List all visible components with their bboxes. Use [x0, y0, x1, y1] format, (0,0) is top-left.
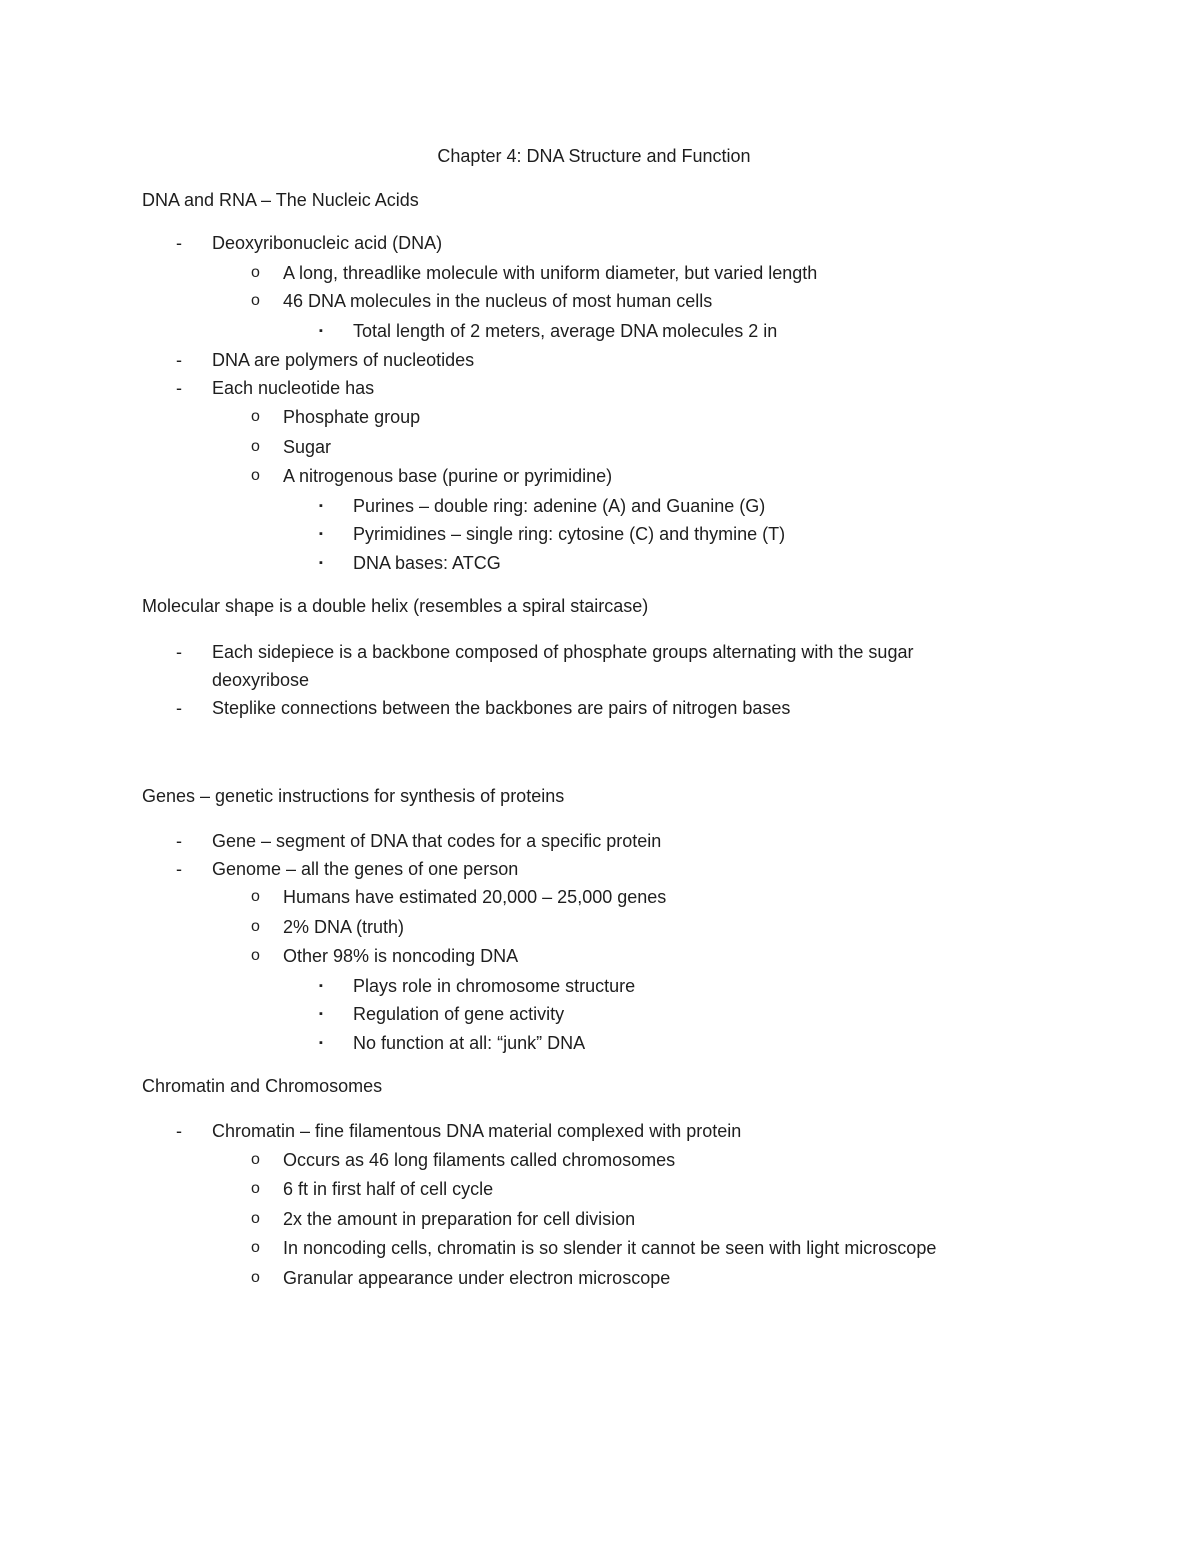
list-item-text: Other 98% is noncoding DNA: [283, 946, 519, 966]
list-item-text: Chromatin – fine filamentous DNA material complexed with protein: [212, 1121, 742, 1141]
list-item-text: DNA are polymers of nucleotides: [212, 350, 475, 370]
list-item-text: Regulation of gene activity: [353, 1004, 565, 1024]
dash-bullet: -: [176, 233, 182, 253]
circle-bullet: o: [251, 1210, 260, 1227]
dash-bullet: -: [176, 831, 182, 851]
dash-bullet: -: [176, 642, 182, 662]
list-item-text: Gene – segment of DNA that codes for a specific protein: [212, 831, 662, 851]
list-item-text: Humans have estimated 20,000 – 25,000 genes: [283, 887, 667, 907]
circle-bullet: o: [251, 467, 260, 484]
circle-bullet: o: [251, 292, 260, 309]
dash-bullet: -: [176, 1121, 182, 1141]
list-item-text: Each nucleotide has: [212, 378, 375, 398]
square-bullet: ▪: [319, 500, 323, 512]
page-title: Chapter 4: DNA Structure and Function: [437, 146, 751, 166]
list-item-text: Phosphate group: [283, 407, 421, 427]
list-item-text: deoxyribose: [212, 670, 310, 690]
circle-bullet: o: [251, 888, 260, 905]
square-bullet: ▪: [319, 557, 323, 569]
section-heading-chromatin: Chromatin and Chromosomes: [142, 1076, 383, 1096]
list-item-text: 2% DNA (truth): [283, 917, 405, 937]
list-item-text: Sugar: [283, 437, 332, 457]
circle-bullet: o: [251, 1269, 260, 1286]
dash-bullet: -: [176, 698, 182, 718]
list-item-text: Genome – all the genes of one person: [212, 859, 519, 879]
list-item-text: 2x the amount in preparation for cell division: [283, 1209, 636, 1229]
circle-bullet: o: [251, 1239, 260, 1256]
circle-bullet: o: [251, 918, 260, 935]
dash-bullet: -: [176, 859, 182, 879]
list-item-text: 46 DNA molecules in the nucleus of most human cells: [283, 291, 713, 311]
square-bullet: ▪: [319, 528, 323, 540]
section-heading-double-helix: Molecular shape is a double helix (resembles a spiral staircase): [142, 596, 649, 616]
list-item-text: Steplike connections between the backbones are pairs of nitrogen bases: [212, 698, 791, 718]
dash-bullet: -: [176, 378, 182, 398]
circle-bullet: o: [251, 264, 260, 281]
circle-bullet: o: [251, 1151, 260, 1168]
list-item-text: DNA bases: ATCG: [353, 553, 501, 573]
list-item-text: Plays role in chromosome structure: [353, 976, 636, 996]
list-item-text: Each sidepiece is a backbone composed of phosphate groups alternating with the sugar: [212, 642, 914, 662]
list-item-text: Granular appearance under electron microscope: [283, 1268, 671, 1288]
list-item-text: Occurs as 46 long filaments called chromosomes: [283, 1150, 676, 1170]
square-bullet: ▪: [319, 325, 323, 337]
list-item-text: A nitrogenous base (purine or pyrimidine): [283, 466, 613, 486]
section-heading-nucleic-acids: DNA and RNA – The Nucleic Acids: [142, 190, 419, 210]
circle-bullet: o: [251, 408, 260, 425]
circle-bullet: o: [251, 1180, 260, 1197]
square-bullet: ▪: [319, 1037, 323, 1049]
circle-bullet: o: [251, 438, 260, 455]
list-item-text: 6 ft in first half of cell cycle: [283, 1179, 494, 1199]
square-bullet: ▪: [319, 1008, 323, 1020]
list-item-text: A long, threadlike molecule with uniform diameter, but varied length: [283, 263, 818, 283]
circle-bullet: o: [251, 947, 260, 964]
list-item-text: Total length of 2 meters, average DNA molecules 2 in: [353, 321, 778, 341]
list-item-text: Pyrimidines – single ring: cytosine (C) and thymine (T): [353, 524, 786, 544]
list-item-text: Purines – double ring: adenine (A) and Guanine (G): [353, 496, 766, 516]
list-item-text: In noncoding cells, chromatin is so slender it cannot be seen with light microscope: [283, 1238, 937, 1258]
list-item-text: No function at all: “junk” DNA: [353, 1033, 586, 1053]
section-heading-genes: Genes – genetic instructions for synthesis of proteins: [142, 786, 565, 806]
list-item-text: Deoxyribonucleic acid (DNA): [212, 233, 443, 253]
dash-bullet: -: [176, 350, 182, 370]
square-bullet: ▪: [319, 980, 323, 992]
